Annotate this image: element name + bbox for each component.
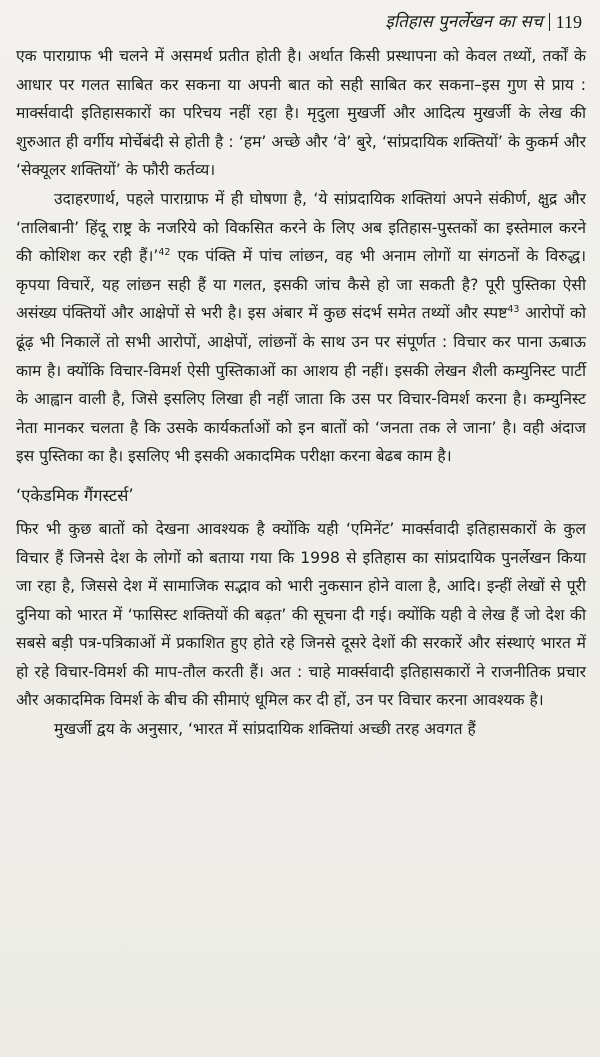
paragraph [16,185,586,471]
paragraph [16,42,586,185]
paragraph-text: आरोपों को ढूंढ़ भी निकालें तो सभी आरोपों, आक्षेपों, लांछनों के साथ उन पर संपूर्णत : विचार कर पाना ऊबाऊ काम है। क्योंकि विचार-विमर्श ऐसी पुस्तिकाओं का आशय ही नहीं। इसकी लेखन शैली कम्युनिस्ट पार्टी के आह्वान वाली है, जिसे इसलिए लिखा ही नहीं जाता कि उस पर विचार-विमर्श करना है। कम्युनिस्ट नेता मानकर चलता है कि उसके कार्यकर्ताओं को इन बातों को ‘जनता तक ले जाना’ है। वही अंदाज इस पुस्तिका का है। इसलिए भी इसकी अकादमिक परीक्षा करना बेढब काम है। [16,304,586,466]
page-number: 119 [555,12,582,32]
footnote-marker: 42 [158,246,171,258]
paragraph [16,715,586,744]
paragraph [16,515,586,715]
body-text-top [16,42,586,471]
paragraph-text: मुखर्जी द्वय के अनुसार, ‘भारत में सांप्रदायिक शक्तियां अच्छी तरह अवगत हैं [54,720,476,739]
running-head-title: इतिहास पुनर्लेखन का सच [385,12,543,32]
paragraph-text: एक पाराग्राफ भी चलने में असमर्थ प्रतीत होती है। अर्थात किसी प्रस्थापना को केवल तथ्यों, तर्कों के आधार पर गलत साबित कर सकना या अपनी बात को सही साबित कर सकना–इस गुण से प्राय : मार्क्सवादी इतिहासकारों का परिचय नहीं रहा है। मृदुला मुखर्जी और आदित्य मुखर्जी के लेख की शुरुआत ही वर्गीय मोर्चेबंदी से होती है : ‘हम’ अच्छे और ‘वे’ बुरे, ‘सांप्रदायिक शक्तियों’ के कुकर्म और ‘सेक्यूलर शक्तियों’ के फौरी कर्तव्य। [16,47,586,180]
paragraph-text: एक पंक्ति में पांच लांछन, वह भी अनाम लोगों या संगठनों के विरुद्ध। कृपया विचारें, यह लांछन सही हैं या गलत, इसकी जांच कैसे हो जा सकती है? पूरी पुस्तिका ऐसी असंख्य पंक्तियों और आक्षेपों से भरी है। इस अंबार में कुछ संदर्भ समेत तथ्यों और स्पष्ट [16,247,586,323]
footnote-marker: 43 [507,304,520,316]
paragraph-text: उदाहरणार्थ, पहले पाराग्राफ में ही घोषणा है, ‘ये सांप्रदायिक शक्तियां अपने संकीर्ण, क्षुद्र और ‘तालिबानी’ हिंदू राष्ट्र के नजरिये को विकसित करने के लिए अब इतिहास-पुस्तकों का इस्तेमाल करने की कोशिश कर रही हैं।’ [16,189,586,266]
paragraph-text: फिर भी कुछ बातों को देखना आवश्यक है क्योंकि यही ‘एमिनेंट’ मार्क्सवादी इतिहासकारों के कुल विचार हैं जिनसे देश के लोगों को बताया गया कि 1998 से इतिहास का सांप्रदायिक पुनर्लेखन किया जा रहा है, जिससे देश में सामाजिक सद्भाव को भारी नुकसान होने वाला है, आदि। इन्हीं लेखों से पूरी दुनिया को भारत में ‘फासिस्ट शक्तियों की बढ़त’ की सूचना दी गई। क्योंकि यही वे लेख हैं जो देश की सबसे बड़ी पत्र-पत्रिकाओं में प्रकाशित हुए होते रहे जिनसे दूसरे देशों की सरकारें और संस्थाएं भारत में हो रहे विचार-विमर्श की माप-तौल करती हैं। अत : चाहे मार्क्सवादी इतिहासकारों ने राजनीतिक प्रचार और अकादमिक विमर्श के बीच की सीमाएं धूमिल कर दी हों, उन पर विचार करना आवश्यक है। [16,519,586,710]
running-head [16,8,586,36]
section-heading: ‘एकेडमिक गैंगस्टर्स’ [16,485,134,505]
body-text-bottom [16,515,586,744]
running-head-divider [549,13,550,31]
